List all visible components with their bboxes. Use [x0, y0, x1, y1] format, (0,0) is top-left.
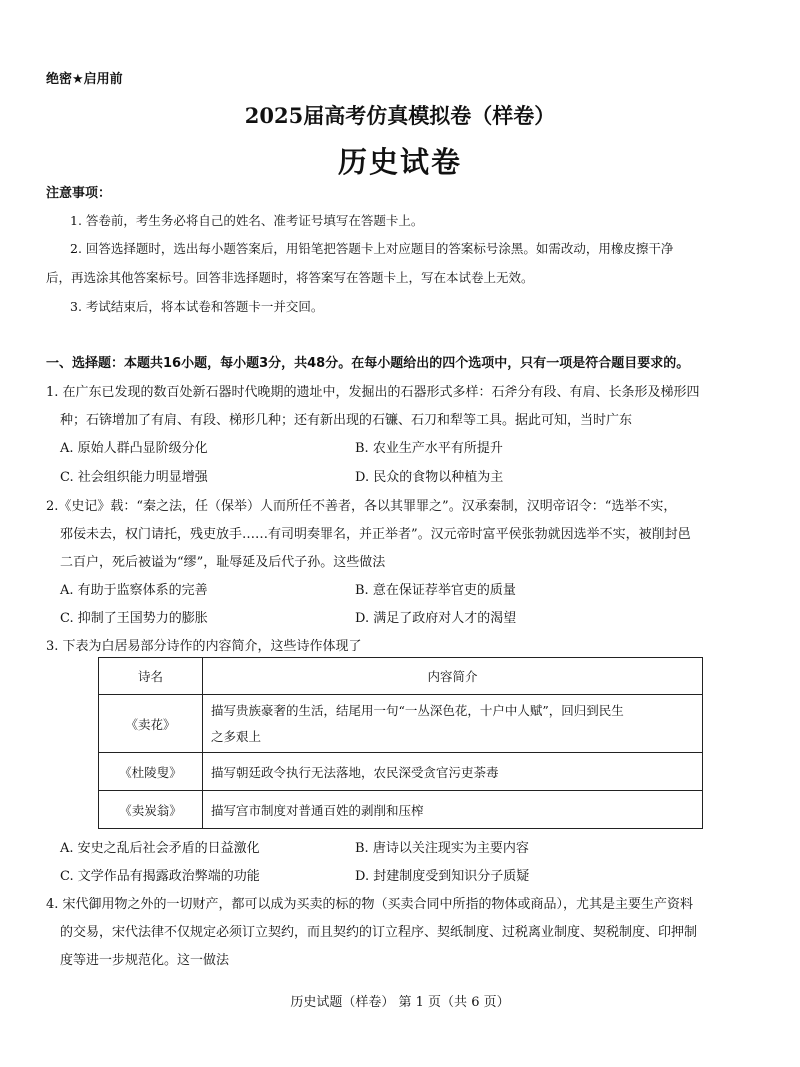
question-3-option-b: B. 唐诗以关注现实为主要内容 — [355, 841, 529, 856]
poem-name: 《卖花》 — [99, 695, 203, 753]
poem-table-header-row — [99, 658, 703, 695]
question-2-line-1: 2.《史记》载：“秦之法，任（保举）人而所任不善者，各以其罪罪之”。汉承秦制，汉明帝诏令：“选举不实， — [46, 499, 677, 514]
section-heading: 一、选择题：本题共16小题，每小题3分，共48分。在每小题给出的四个选项中，只有一项是符合题目要求的。 — [46, 356, 690, 371]
table-row — [99, 791, 703, 829]
page-footer: 历史试题（样卷） 第 1 页（共 6 页） — [290, 995, 510, 1010]
poem-description-line-1: 描写贵族豪奢的生活，结尾用一句“一丛深色花，十户中人赋”，回归到民生 — [211, 702, 624, 718]
subject-title: 历史试卷 — [337, 145, 462, 179]
notice-heading: 注意事项： — [46, 186, 112, 201]
poem-description: 描写朝廷政令执行无法落地，农民深受贪官污吏荼毒 — [203, 753, 703, 791]
notice-item-2-line-1: 2. 回答选择题时，选出每小题答案后，用铅笔把答题卡上对应题目的答案标号涂黑。如需改动，用橡皮擦干净 — [70, 241, 674, 256]
poem-name: 《杜陵叟》 — [99, 753, 203, 791]
question-1-line-2: 种；石锛增加了有肩、有段、梯形几种；还有新出现的石镰、石刀和犁等工具。据此可知，当时广东 — [60, 413, 633, 428]
poem-table-header-name: 诗名 — [99, 658, 203, 695]
question-1-option-b: B. 农业生产水平有所提升 — [355, 441, 503, 456]
table-row — [99, 753, 703, 791]
question-2-option-b: B. 意在保证荐举官吏的质量 — [355, 583, 516, 598]
question-2-line-2: 邪佞未去，权门请托，残吏放手……有司明奏罪名，并正举者”。汉元帝时富平侯张勃就因选举不实，被削封邑 — [60, 527, 691, 542]
question-1-option-a: A. 原始人群凸显阶级分化 — [60, 441, 208, 456]
poem-description: 描写宫市制度对普通百姓的剥削和压榨 — [203, 791, 703, 829]
question-2-option-a: A. 有助于监察体系的完善 — [60, 583, 208, 598]
question-4-line-2: 的交易，宋代法律不仅规定必须订立契约，而且契约的订立程序、契纸制度、过税离业制度、契税制度、印押制 — [60, 925, 698, 940]
question-3-option-c: C. 文学作品有揭露政治弊端的功能 — [60, 869, 260, 884]
question-4-line-1: 4. 宋代御用物之外的一切财产，都可以成为买卖的标的物（买卖合同中所指的物体或商品），尤其是主要生产资料 — [46, 897, 694, 912]
question-2-option-d: D. 满足了政府对人才的渴望 — [355, 611, 517, 626]
poem-description-line-2: 之多艰上 — [211, 728, 262, 744]
question-2-line-3: 二百户，死后被谥为“缪”，耻辱延及后代子孙。这些做法 — [60, 555, 386, 570]
question-4-line-3: 度等进一步规范化。这一做法 — [60, 953, 230, 968]
confidential-label: 绝密★启用前 — [46, 72, 123, 87]
notice-item-1: 1. 答卷前，考生务必将自己的姓名、准考证号填写在答题卡上。 — [70, 213, 424, 228]
poem-table — [98, 657, 703, 829]
notice-item-2-line-2: 后，再选涂其他答案标号。回答非选择题时，将答案写在答题卡上，写在本试卷上无效。 — [46, 270, 534, 285]
poem-description — [203, 695, 703, 753]
question-3-option-d: D. 封建制度受到知识分子质疑 — [355, 869, 530, 884]
question-1-line-1: 1. 在广东已发现的数百处新石器时代晚期的遗址中，发掘出的石器形式多样：石斧分有段、有肩、长条形及梯形四 — [46, 385, 700, 400]
poem-table-header-desc: 内容简介 — [203, 658, 703, 695]
exam-title: 2025届高考仿真模拟卷（样卷） — [244, 103, 556, 128]
question-3-option-a: A. 安史之乱后社会矛盾的日益激化 — [60, 841, 260, 856]
question-2-option-c: C. 抑制了王国势力的膨胀 — [60, 611, 208, 626]
poem-name: 《卖炭翁》 — [99, 791, 203, 829]
question-1-option-d: D. 民众的食物以种植为主 — [355, 470, 504, 485]
table-row — [99, 695, 703, 753]
question-3-stem: 3. 下表为白居易部分诗作的内容简介，这些诗作体现了 — [46, 639, 362, 654]
question-1-option-c: C. 社会组织能力明显增强 — [60, 470, 208, 485]
notice-item-3: 3. 考试结束后，将本试卷和答题卡一并交回。 — [70, 299, 324, 314]
